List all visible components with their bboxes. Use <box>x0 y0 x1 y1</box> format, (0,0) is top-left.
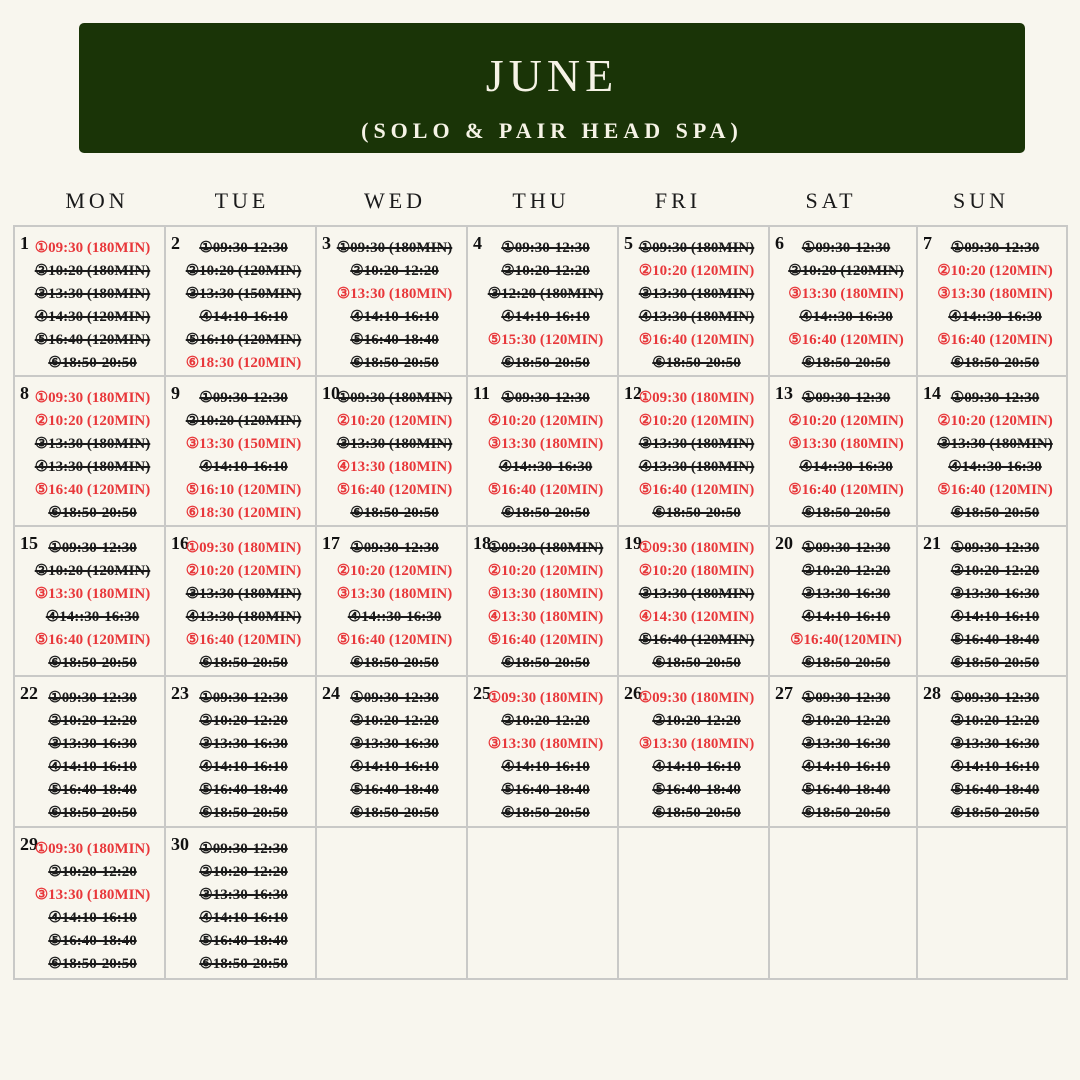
booked-slot: ①09:30-12:30 <box>950 390 1040 406</box>
booked-slot: ②10:20-12:20 <box>950 713 1040 729</box>
booked-slot: ③13:30 (150MIN) <box>185 286 302 302</box>
available-slot[interactable]: ①09:30 (180MIN) <box>638 690 755 706</box>
weekday-fri: FRI <box>654 188 702 213</box>
available-slot[interactable]: ③13:30 (180MIN) <box>788 286 904 302</box>
weekday-tue: TUE <box>214 188 270 213</box>
day-number: 13 <box>775 383 793 403</box>
booked-slot: ④14:10-16:10 <box>801 759 891 775</box>
slot-list <box>476 237 615 375</box>
day-cell[interactable] <box>166 377 317 527</box>
booked-slot: ①09:30-12:30 <box>199 841 288 857</box>
day-cell[interactable] <box>166 527 317 677</box>
booked-slot: ⑥18:50-20:50 <box>199 805 288 821</box>
booked-slot: ③12:20 (180MIN) <box>487 286 604 302</box>
booked-slot: ①09:30-12:30 <box>199 240 288 256</box>
day-number: 11 <box>473 383 491 403</box>
booked-slot: ②10:20-12:20 <box>199 864 288 880</box>
slot-list <box>627 687 766 825</box>
booked-slot: ④14:10-16:10 <box>501 309 590 325</box>
booked-slot: ⑤16:40-18:40 <box>501 782 590 798</box>
booked-slot: ⑥18:50-20:50 <box>199 956 288 972</box>
booked-slot: ③13:30 (180MIN) <box>336 436 453 452</box>
empty-day-cell <box>317 828 468 978</box>
page-subtitle: (SOLO & PAIR HEAD SPA) <box>361 118 743 143</box>
booked-slot: ⑥18:50-20:50 <box>652 355 741 371</box>
day-cell[interactable] <box>770 377 918 527</box>
empty-day-cell <box>468 828 619 978</box>
day-number: 14 <box>923 383 941 403</box>
booked-slot: ①09:30-12:30 <box>950 240 1040 256</box>
slot-list <box>174 237 313 375</box>
day-number: 21 <box>923 533 941 553</box>
available-slot[interactable]: ②10:20 (120MIN) <box>638 263 755 279</box>
available-slot[interactable]: ②10:20 (120MIN) <box>487 413 604 429</box>
day-number: 29 <box>20 834 38 854</box>
available-slot[interactable]: ①09:30 (180MIN) <box>34 390 151 406</box>
day-cell[interactable] <box>770 677 918 828</box>
available-slot[interactable]: ②10:20 (180MIN) <box>638 563 755 579</box>
slot-list <box>926 387 1064 525</box>
booked-slot: ①09:30-12:30 <box>199 690 288 706</box>
day-number: 9 <box>171 383 180 403</box>
booked-slot: ①09:30-12:30 <box>48 690 137 706</box>
available-slot[interactable]: ③13:30 (180MIN) <box>487 436 604 452</box>
booked-slot: ⑤16:40-18:40 <box>350 782 439 798</box>
day-cell[interactable] <box>317 227 468 377</box>
booked-slot: ①09:30 (180MIN) <box>336 240 453 256</box>
available-slot[interactable]: ①09:30 (180MIN) <box>34 841 151 857</box>
booked-slot: ⑥18:50-20:50 <box>350 655 439 671</box>
day-cell[interactable] <box>468 527 619 677</box>
day-number: 24 <box>322 683 340 703</box>
slot-list <box>778 537 914 675</box>
booked-slot: ②10:20-12:20 <box>652 713 741 729</box>
slot-list <box>926 237 1064 375</box>
day-number: 15 <box>20 533 38 553</box>
available-slot[interactable]: ②10:20 (120MIN) <box>937 263 1053 279</box>
booked-slot: ③13:30-16:30 <box>350 736 439 752</box>
day-number: 25 <box>473 683 491 703</box>
available-slot[interactable]: ⑤16:40 (120MIN) <box>336 632 453 648</box>
available-slot[interactable]: ③13:30 (180MIN) <box>336 586 453 602</box>
page-title: JUNE <box>485 50 619 101</box>
day-number: 5 <box>624 233 633 253</box>
booked-slot: ④14::30-16:30 <box>45 609 140 625</box>
booked-slot: ④14::30-16:30 <box>799 309 893 325</box>
available-slot[interactable]: ⑤16:40 (120MIN) <box>487 482 604 498</box>
available-slot[interactable]: ③13:30 (180MIN) <box>487 736 604 752</box>
day-number: 23 <box>171 683 189 703</box>
day-cell[interactable] <box>15 677 166 828</box>
booked-slot: ⑥18:50-20:50 <box>801 655 891 671</box>
day-number: 19 <box>624 533 642 553</box>
booked-slot: ②10:20-12:20 <box>950 563 1040 579</box>
slot-list <box>23 687 162 825</box>
day-cell[interactable] <box>770 527 918 677</box>
empty-day-cell <box>770 828 918 978</box>
day-cell[interactable] <box>317 377 468 527</box>
booked-slot: ③13:30-16:30 <box>801 736 891 752</box>
booked-slot: ③13:30-16:30 <box>950 736 1040 752</box>
booked-slot: ③13:30 (180MIN) <box>34 286 151 302</box>
booked-slot: ③13:30 (180MIN) <box>937 436 1053 452</box>
day-number: 7 <box>923 233 932 253</box>
day-cell[interactable] <box>619 527 770 677</box>
weekday-sun: SUN <box>952 188 1009 213</box>
booked-slot: ⑤16:40 (120MIN) <box>34 332 151 348</box>
booked-slot: ④14:10-16:10 <box>48 759 137 775</box>
available-slot[interactable]: ②10:20 (120MIN) <box>185 563 302 579</box>
booked-slot: ④14::30-16:30 <box>948 309 1042 325</box>
booked-slot: ⑥18:50-20:50 <box>48 505 137 521</box>
booked-slot: ②10:20 (120MIN) <box>788 263 904 279</box>
booked-slot: ④14:10-16:10 <box>199 459 288 475</box>
day-number: 12 <box>624 383 642 403</box>
booked-slot: ④14:10-16:10 <box>652 759 741 775</box>
booked-slot: ①09:30-12:30 <box>350 690 439 706</box>
booked-slot: ②10:20 (120MIN) <box>34 563 151 579</box>
booked-slot: ①09:30-12:30 <box>199 390 288 406</box>
available-slot[interactable]: ①09:30 (180MIN) <box>185 540 302 556</box>
booked-slot: ⑥18:50-20:50 <box>950 505 1040 521</box>
slot-list <box>325 537 464 675</box>
booked-slot: ⑥18:50-20:50 <box>350 505 439 521</box>
booked-slot: ②10:20-12:20 <box>48 864 137 880</box>
booked-slot: ⑤16:40-18:40 <box>801 782 891 798</box>
available-slot[interactable]: ⑤16:40(120MIN) <box>790 632 902 648</box>
slot-list <box>627 537 766 675</box>
slot-list <box>23 237 162 375</box>
booked-slot: ⑤16:40-18:40 <box>48 933 137 949</box>
day-cell[interactable] <box>468 227 619 377</box>
day-cell[interactable] <box>166 828 317 978</box>
available-slot[interactable]: ⑤16:10 (120MIN) <box>185 482 302 498</box>
booked-slot: ⑥18:50-20:50 <box>801 805 891 821</box>
booked-slot: ③13:30-16:30 <box>950 586 1040 602</box>
booked-slot: ④14::30-16:30 <box>347 609 442 625</box>
day-cell[interactable] <box>468 377 619 527</box>
available-slot[interactable]: ⑤15:30 (120MIN) <box>487 332 604 348</box>
booked-slot: ③13:30 (180MIN) <box>638 286 755 302</box>
booked-slot: ④13:30 (180MIN) <box>185 609 302 625</box>
booked-slot: ⑥18:50-20:50 <box>350 355 439 371</box>
booked-slot: ③13:30 (180MIN) <box>185 586 302 602</box>
day-cell[interactable] <box>15 227 166 377</box>
booked-slot: ②10:20-12:20 <box>350 713 439 729</box>
booked-slot: ⑤16:40 (120MIN) <box>638 632 755 648</box>
day-number: 10 <box>322 383 340 403</box>
booked-slot: ②10:20-12:20 <box>48 713 137 729</box>
weekday-wed: WED <box>363 188 427 213</box>
booked-slot: ⑥18:50-20:50 <box>48 805 137 821</box>
booked-slot: ①09:30-12:30 <box>48 540 137 556</box>
day-number: 17 <box>322 533 340 553</box>
booked-slot: ②10:20-12:20 <box>501 713 590 729</box>
day-cell[interactable] <box>15 377 166 527</box>
booked-slot: ②10:20-12:20 <box>801 713 891 729</box>
booked-slot: ③13:30-16:30 <box>48 736 137 752</box>
day-number: 4 <box>473 233 482 253</box>
booked-slot: ③13:30-16:30 <box>199 887 288 903</box>
available-slot[interactable]: ③13:30 (180MIN) <box>487 586 604 602</box>
booked-slot: ④14:30 (120MIN) <box>34 309 151 325</box>
booked-slot: ①09:30-12:30 <box>801 390 891 406</box>
booked-slot: ①09:30-12:30 <box>501 390 590 406</box>
slot-list <box>778 687 914 825</box>
available-slot[interactable]: ⑥18:30 (120MIN) <box>185 505 302 521</box>
available-slot[interactable]: ③13:30 (180MIN) <box>34 887 151 903</box>
slot-list <box>325 237 464 375</box>
available-slot[interactable]: ①09:30 (180MIN) <box>34 240 151 256</box>
booked-slot: ④14:10-16:10 <box>950 759 1040 775</box>
available-slot[interactable]: ⑤16:40 (120MIN) <box>937 482 1053 498</box>
available-slot[interactable]: ⑤16:40 (120MIN) <box>788 482 904 498</box>
slot-list <box>627 387 766 525</box>
month-banner <box>79 23 1025 153</box>
booked-slot: ⑤16:40-18:40 <box>350 332 439 348</box>
booked-slot: ①09:30-12:30 <box>801 240 891 256</box>
booked-slot: ⑤16:40-18:40 <box>48 782 137 798</box>
slot-list <box>325 387 464 525</box>
booked-slot: ④14:10-16:10 <box>350 759 439 775</box>
booked-slot: ⑥18:50-20:50 <box>652 805 741 821</box>
day-cell[interactable] <box>317 527 468 677</box>
available-slot[interactable]: ①09:30 (180MIN) <box>487 690 604 706</box>
booked-slot: ⑥18:50-20:50 <box>801 355 891 371</box>
available-slot[interactable]: ⑤16:40 (120MIN) <box>34 632 151 648</box>
day-number: 16 <box>171 533 189 553</box>
booked-slot: ③13:30 (180MIN) <box>638 436 755 452</box>
booked-slot: ②10:20-12:20 <box>199 713 288 729</box>
booked-slot: ②10:20 (120MIN) <box>185 263 302 279</box>
available-slot[interactable]: ①09:30 (180MIN) <box>638 540 755 556</box>
booked-slot: ⑤16:10 (120MIN) <box>185 332 302 348</box>
empty-day-cell <box>619 828 770 978</box>
booked-slot: ⑤16:40-18:40 <box>950 782 1040 798</box>
booked-slot: ④13:30 (180MIN) <box>34 459 151 475</box>
day-cell[interactable] <box>770 227 918 377</box>
day-cell[interactable] <box>15 527 166 677</box>
booked-slot: ④14::30-16:30 <box>498 459 593 475</box>
weekday-sat: SAT <box>805 188 857 213</box>
booked-slot: ②10:20-12:20 <box>801 563 891 579</box>
day-number: 26 <box>624 683 642 703</box>
slot-list <box>23 537 162 675</box>
booked-slot: ⑥18:50-20:50 <box>501 505 590 521</box>
booked-slot: ⑥18:50-20:50 <box>950 805 1040 821</box>
booked-slot: ①09:30-12:30 <box>350 540 439 556</box>
available-slot[interactable]: ②10:20 (120MIN) <box>336 563 453 579</box>
booked-slot: ④14:10-16:10 <box>950 609 1040 625</box>
booked-slot: ③13:30-16:30 <box>199 736 288 752</box>
slot-list <box>476 687 615 825</box>
booked-slot: ⑤16:40-18:40 <box>950 632 1040 648</box>
available-slot[interactable]: ②10:20 (120MIN) <box>937 413 1053 429</box>
slot-list <box>476 537 615 675</box>
day-number: 20 <box>775 533 793 553</box>
available-slot[interactable]: ⑤16:40 (120MIN) <box>638 332 755 348</box>
available-slot[interactable]: ③13:30 (180MIN) <box>34 586 151 602</box>
booked-slot: ⑤16:40-18:40 <box>652 782 741 798</box>
day-number: 28 <box>923 683 941 703</box>
day-cell[interactable] <box>166 677 317 828</box>
slot-list <box>23 838 162 976</box>
available-slot[interactable]: ⑤16:40 (120MIN) <box>487 632 604 648</box>
available-slot[interactable]: ⑤16:40 (120MIN) <box>185 632 302 648</box>
booked-slot: ①09:30 (180MIN) <box>638 240 755 256</box>
booked-slot: ②10:20 (120MIN) <box>185 413 302 429</box>
booked-slot: ⑥18:50-20:50 <box>652 505 741 521</box>
booked-slot: ①09:30-12:30 <box>501 240 590 256</box>
available-slot[interactable]: ②10:20 (120MIN) <box>34 413 151 429</box>
booked-slot: ⑥18:50-20:50 <box>48 956 137 972</box>
available-slot[interactable]: ④13:30 (180MIN) <box>487 609 604 625</box>
day-number: 27 <box>775 683 793 703</box>
booked-slot: ①09:30-12:30 <box>950 690 1040 706</box>
day-cell[interactable] <box>918 527 1066 677</box>
day-cell[interactable] <box>468 677 619 828</box>
booked-slot: ④14:10-16:10 <box>501 759 590 775</box>
booked-slot: ⑥18:50-20:50 <box>501 805 590 821</box>
booked-slot: ③13:30-16:30 <box>801 586 891 602</box>
empty-day-cell <box>918 828 1066 978</box>
day-cell[interactable] <box>15 828 166 978</box>
booked-slot: ④14::30-16:30 <box>948 459 1042 475</box>
day-cell[interactable] <box>619 377 770 527</box>
slot-list <box>174 387 313 525</box>
booked-slot: ⑥18:50-20:50 <box>501 655 590 671</box>
booked-slot: ⑥18:50-20:50 <box>950 655 1040 671</box>
booked-slot: ③13:30 (180MIN) <box>638 586 755 602</box>
booked-slot: ④14:10-16:10 <box>48 910 137 926</box>
available-slot[interactable]: ⑤16:40 (120MIN) <box>34 482 151 498</box>
day-number: 18 <box>473 533 491 553</box>
day-number: 1 <box>20 233 29 253</box>
slot-list <box>174 537 313 675</box>
booked-slot: ④13:30 (180MIN) <box>638 459 755 475</box>
available-slot[interactable]: ①09:30 (180MIN) <box>638 390 755 406</box>
booked-slot: ⑥18:50-20:50 <box>48 355 137 371</box>
day-number: 8 <box>20 383 29 403</box>
booked-slot: ③13:30 (180MIN) <box>34 436 151 452</box>
booked-slot: ④14:10-16:10 <box>350 309 439 325</box>
booked-slot: ①09:30-12:30 <box>801 690 891 706</box>
booked-slot: ⑥18:50-20:50 <box>199 655 288 671</box>
available-slot[interactable]: ②10:20 (120MIN) <box>638 413 755 429</box>
slot-list <box>778 237 914 375</box>
day-cell[interactable] <box>918 377 1066 527</box>
slot-list <box>325 687 464 825</box>
booked-slot: ①09:30-12:30 <box>950 540 1040 556</box>
booked-slot: ④13:30 (180MIN) <box>638 309 755 325</box>
booked-slot: ⑥18:50-20:50 <box>801 505 891 521</box>
available-slot[interactable]: ⑤16:40 (120MIN) <box>336 482 453 498</box>
day-cell[interactable] <box>619 677 770 828</box>
day-cell[interactable] <box>619 227 770 377</box>
booked-slot: ②10:20-12:20 <box>350 263 439 279</box>
slot-list <box>926 687 1064 825</box>
day-number: 2 <box>171 233 180 253</box>
booked-slot: ⑥18:50-20:50 <box>652 655 741 671</box>
booked-slot: ①09:30 (180MIN) <box>336 390 453 406</box>
weekday-thu: THU <box>512 188 570 213</box>
slot-list <box>926 537 1064 675</box>
booked-slot: ④14:10-16:10 <box>199 910 288 926</box>
available-slot[interactable]: ⑤16:40 (120MIN) <box>937 332 1053 348</box>
slot-list <box>174 838 313 976</box>
booked-slot: ②10:20-12:20 <box>501 263 590 279</box>
slot-list <box>778 387 914 525</box>
available-slot[interactable]: ②10:20 (120MIN) <box>336 413 453 429</box>
booked-slot: ⑤16:40-18:40 <box>199 782 288 798</box>
day-number: 3 <box>322 233 331 253</box>
day-number: 6 <box>775 233 784 253</box>
available-slot[interactable]: ③13:30 (180MIN) <box>336 286 453 302</box>
day-cell[interactable] <box>317 677 468 828</box>
booked-slot: ①09:30 (180MIN) <box>487 540 604 556</box>
available-slot[interactable]: ②10:20 (120MIN) <box>487 563 604 579</box>
slot-list <box>174 687 313 825</box>
available-slot[interactable]: ②10:20 (120MIN) <box>788 413 904 429</box>
booked-slot: ①09:30-12:30 <box>801 540 891 556</box>
booked-slot: ⑥18:50-20:50 <box>350 805 439 821</box>
booked-slot: ②10:20 (180MIN) <box>34 263 151 279</box>
available-slot[interactable]: ⑥18:30 (120MIN) <box>185 355 302 371</box>
day-cell[interactable] <box>166 227 317 377</box>
available-slot[interactable]: ③13:30 (180MIN) <box>788 436 904 452</box>
booked-slot: ④14:10-16:10 <box>199 309 288 325</box>
available-slot[interactable]: ⑤16:40 (120MIN) <box>788 332 904 348</box>
available-slot[interactable]: ③13:30 (180MIN) <box>937 286 1053 302</box>
booked-slot: ⑤16:40-18:40 <box>199 933 288 949</box>
day-number: 22 <box>20 683 38 703</box>
available-slot[interactable]: ③13:30 (180MIN) <box>638 736 755 752</box>
booked-slot: ④14::30-16:30 <box>799 459 893 475</box>
booked-slot: ④14:10-16:10 <box>199 759 288 775</box>
available-slot[interactable]: ③13:30 (150MIN) <box>185 436 302 452</box>
slot-list <box>23 387 162 525</box>
day-cell[interactable] <box>918 677 1066 828</box>
day-cell[interactable] <box>918 227 1066 377</box>
booked-slot: ⑥18:50-20:50 <box>48 655 137 671</box>
booked-slot: ⑥18:50-20:50 <box>501 355 590 371</box>
booked-slot: ⑥18:50-20:50 <box>950 355 1040 371</box>
day-number: 30 <box>171 834 189 854</box>
available-slot[interactable]: ④13:30 (180MIN) <box>336 459 453 475</box>
booked-slot: ④14:10-16:10 <box>801 609 891 625</box>
slot-list <box>476 387 615 525</box>
weekday-mon: MON <box>65 188 129 213</box>
available-slot[interactable]: ④14:30 (120MIN) <box>638 609 755 625</box>
available-slot[interactable]: ⑤16:40 (120MIN) <box>638 482 755 498</box>
slot-list <box>627 237 766 375</box>
